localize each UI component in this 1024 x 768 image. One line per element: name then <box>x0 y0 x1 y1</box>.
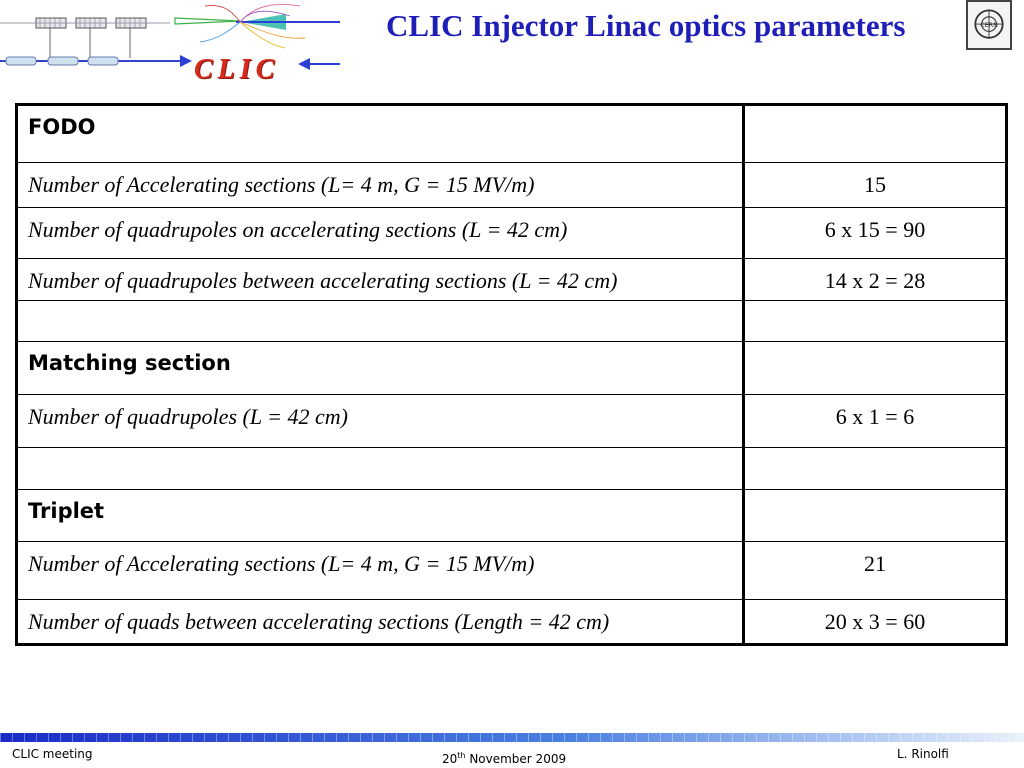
footer-date-suffix: th <box>457 751 466 760</box>
parameter-value: 15 <box>744 163 1007 208</box>
optics-parameters-table <box>15 103 1008 646</box>
empty-value-cell <box>744 301 1007 342</box>
empty-label-cell <box>17 448 744 490</box>
table-row <box>17 395 1007 448</box>
footer-date-rest: November 2009 <box>465 752 567 766</box>
parameter-label: Number of Accelerating sections (L= 4 m, G = 15 MV/m) <box>17 542 744 600</box>
table-row <box>17 208 1007 259</box>
parameter-label: Number of quadrupoles (L = 42 cm) <box>17 395 744 448</box>
parameter-label: Number of Accelerating sections (L= 4 m, G = 15 MV/m) <box>17 163 744 208</box>
cern-logo <box>966 0 1012 50</box>
parameter-value: 6 x 15 = 90 <box>744 208 1007 259</box>
footer-date-day: 20 <box>442 752 458 766</box>
accelerator-schematic-graphic <box>0 0 340 90</box>
section-heading-matching: Matching section <box>17 342 744 395</box>
parameter-value: 20 x 3 = 60 <box>744 600 1007 645</box>
empty-value-cell <box>744 448 1007 490</box>
table-row-spacer <box>17 448 1007 490</box>
empty-value-cell <box>744 105 1007 163</box>
cern-emblem-icon <box>968 2 1010 48</box>
table-row <box>17 600 1007 645</box>
parameter-label: Number of quadrupoles on accelerating sections (L = 42 cm) <box>17 208 744 259</box>
table-row-section-heading <box>17 342 1007 395</box>
table-row <box>17 163 1007 208</box>
table-row-section-heading <box>17 490 1007 542</box>
clic-logo: CLIC <box>194 54 280 85</box>
footer-author: L. Rinolfi <box>897 747 949 761</box>
empty-value-cell <box>744 342 1007 395</box>
section-heading-triplet: Triplet <box>17 490 744 542</box>
footer-date <box>442 751 566 766</box>
table-row-spacer <box>17 301 1007 342</box>
slide-title: CLIC Injector Linac optics parameters <box>386 8 906 43</box>
parameter-label: Number of quads between accelerating sections (Length = 42 cm) <box>17 600 744 645</box>
parameter-value: 21 <box>744 542 1007 600</box>
empty-label-cell <box>17 301 744 342</box>
parameter-label: Number of quadrupoles between accelerating sections (L = 42 cm) <box>17 259 744 301</box>
parameter-value: 6 x 1 = 6 <box>744 395 1007 448</box>
footer-gradient-bar <box>0 733 1024 742</box>
section-heading-fodo: FODO <box>17 105 744 163</box>
empty-value-cell <box>744 490 1007 542</box>
table-row <box>17 259 1007 301</box>
footer-meeting-name: CLIC meeting <box>12 747 93 761</box>
parameter-value: 14 x 2 = 28 <box>744 259 1007 301</box>
table-row <box>17 542 1007 600</box>
svg-text:CERN: CERN <box>980 20 998 29</box>
table-row-section-heading <box>17 105 1007 163</box>
